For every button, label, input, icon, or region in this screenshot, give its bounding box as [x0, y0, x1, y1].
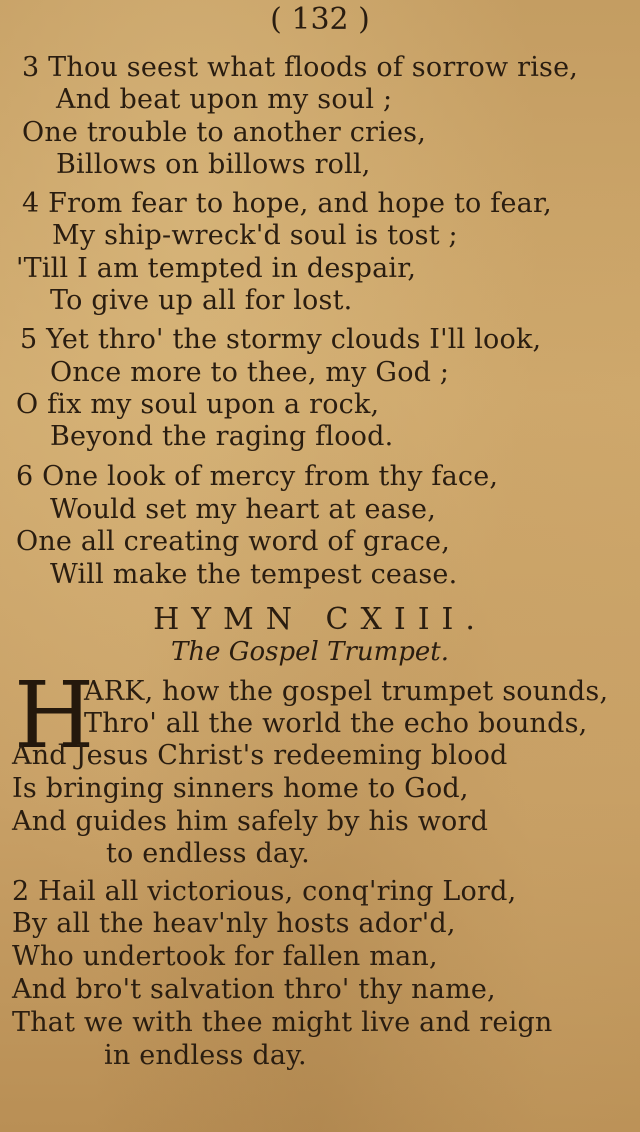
verse-line: Once more to thee, my God ;: [50, 357, 450, 388]
hymn-title: HYMN CXIII.: [153, 602, 487, 637]
hymn-line: And bro't salvation thro' thy name,: [12, 974, 496, 1005]
verse-line: Would set my heart at ease,: [50, 494, 436, 525]
hymn-line: to endless day.: [106, 838, 310, 869]
verse-line: Billows on billows roll,: [56, 149, 371, 180]
verse-line: 3 Thou seest what floods of sorrow rise,: [22, 52, 579, 83]
hymn-line: 2 Hail all victorious, conq'ring Lord,: [12, 876, 517, 907]
hymn-line: Thro' all the world the echo bounds,: [84, 708, 588, 739]
verse-line: 5 Yet thro' the stormy clouds I'll look,: [20, 324, 542, 355]
verse-line: And beat upon my soul ;: [56, 84, 393, 115]
page-number: ( 132 ): [270, 2, 370, 37]
verse-line: One trouble to another cries,: [22, 117, 426, 148]
hymn-line: And guides him safely by his word: [12, 806, 489, 837]
verse-line: 6 One look of mercy from thy face,: [16, 461, 499, 492]
hymn-line: in endless day.: [104, 1040, 307, 1071]
hymn-line: By all the heav'nly hosts ador'd,: [12, 908, 456, 939]
verse-line: O fix my soul upon a rock,: [16, 389, 380, 420]
hymn-line: And Jesus Christ's redeeming blood: [12, 740, 508, 771]
hymn-line: Is bringing sinners home to God,: [12, 773, 469, 804]
verse-line: My ship-wreck'd soul is tost ;: [52, 220, 458, 251]
hymn-line: ARK, how the gospel trumpet sounds,: [84, 676, 609, 707]
verse-line: One all creating word of grace,: [16, 526, 451, 557]
verse-line: 4 From fear to hope, and hope to fear,: [22, 188, 552, 219]
hymn-line: Who undertook for fallen man,: [12, 941, 438, 972]
hymn-subtitle: The Gospel Trumpet.: [170, 637, 450, 667]
verse-line: 'Till I am tempted in despair,: [16, 253, 417, 284]
verse-line: Beyond the raging flood.: [50, 421, 394, 452]
verse-line: To give up all for lost.: [50, 285, 353, 316]
hymn-line: That we with thee might live and reign: [12, 1007, 553, 1038]
drop-cap: H: [14, 662, 95, 769]
verse-line: Will make the tempest cease.: [50, 559, 458, 590]
